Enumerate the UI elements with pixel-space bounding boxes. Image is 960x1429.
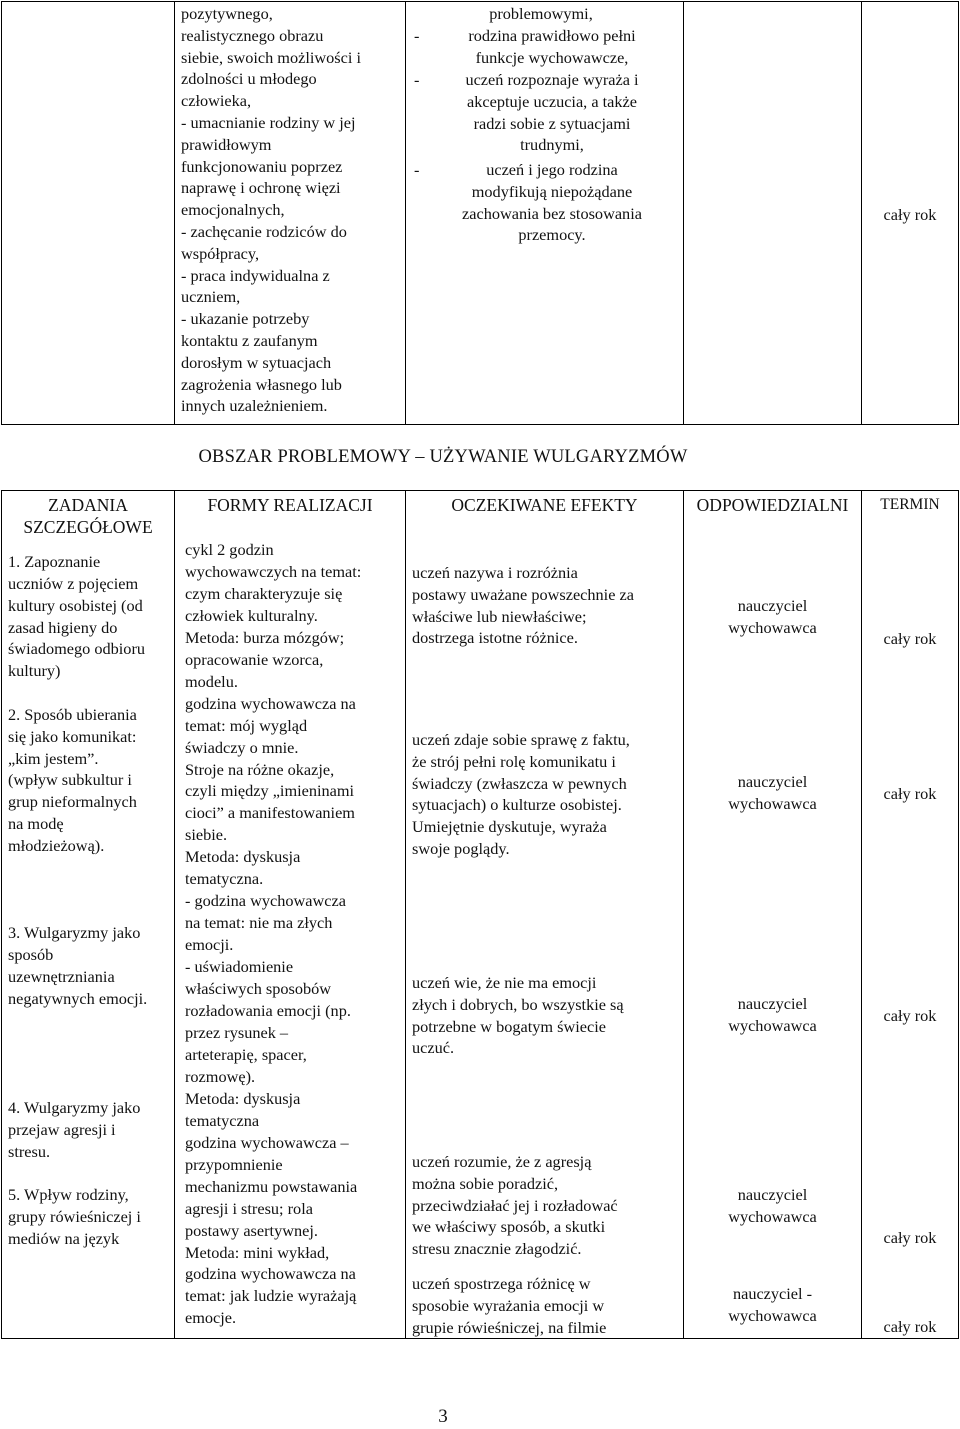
efekt-5: uczeń spostrzega różnicę w sposobie wyrażania emocji w grupie rówieśniczej, na filmie xyxy=(412,1274,607,1337)
odpowiedzialny-2: nauczyciel wychowawca xyxy=(728,772,817,813)
header-odpowiedzialni: ODPOWIEDZIALNI xyxy=(696,495,849,515)
header-termin: TERMIN xyxy=(880,496,940,513)
odpowiedzialny-4: nauczyciel wychowawca xyxy=(728,1185,817,1226)
termin-3: cały rok xyxy=(883,1006,937,1025)
list-dash: - xyxy=(414,160,420,179)
termin-2: cały rok xyxy=(883,784,937,803)
list-item: rodzina prawidłowo pełni funkcje wychowawcze, xyxy=(468,26,636,67)
top-col2-text: pozytywnego, realistycznego obrazu siebie, swoich możliwości i zdolności u młodego człowieka, - umacnianie rodziny w jej prawidłowym funkcjonowaniu poprzez naprawę i ochronę więzi emocjonalnych, - zachęcanie rodziców do współpracy, - praca indywidualna z uczniem, - ukazanie potrzeby kontaktu z zaufanym dorosłym w sytuacjach zagrożenia własnego lub innych uzależnieniem. xyxy=(181,4,361,416)
page-number: 3 xyxy=(438,1406,448,1427)
zadania-column: 1. Zapoznanie uczniów z pojęciem kultury osobistej (od zasad higieny do świadomego odbioru kultury) 2. Sposób ubierania się jako komunikat: „kim jestem”. (wpływ subkultur i grup nieformalnych na modę młodzieżową). 3. Wulgaryzmy jako sposób uzewnętrzniania negatywnych emocji. 4. Wulgaryzmy jako przejaw agresji i stresu. 5. Wpływ rodziny, grupy rówieśniczej i mediów na język xyxy=(8,552,148,1249)
header-zadania: ZADANIA SZCZEGÓŁOWE xyxy=(23,495,153,537)
termin-4: cały rok xyxy=(883,1228,937,1247)
header-efekty: OCZEKIWANE EFEKTY xyxy=(451,495,638,515)
odpowiedzialny-5: nauczyciel - wychowawca xyxy=(728,1284,817,1325)
list-dash: - xyxy=(414,26,420,45)
list-dash: - xyxy=(414,70,420,89)
termin-5: cały rok xyxy=(883,1317,937,1336)
efekt-4: uczeń rozumie, że z agresją można sobie poradzić, przeciwdziałać jej i rozładować we właściwy sposób, a skutki stresu znacznie złagodzić. xyxy=(412,1152,618,1259)
formy-column: cykl 2 godzin wychowawczych na temat: czym charakteryzuje się człowiek kulturalny. Metoda: burza mózgów; opracowanie wzorca, modelu. godzina wychowawcza na temat: mój wygląd świadczy o mnie. Stroje na różne okazje, czyli między „imieninami cioci” a manifestowaniem siebie. Metoda: dyskusja tematyczna. - godzina wychowawcza na temat: nie ma złych emocji. - uświadomienie właściwych sposobów rozładowania emocji (np. przez rysunek – arteterapię, spacer, rozmowę). Metoda: dyskusja tematyczna godzina wychowawcza – przypomnienie mechanizmu powstawania agresji i stresu; rola postawy asertywnej. Metoda: mini wykład, godzina wychowawcza na temat: jak ludzie wyrażają emocje. xyxy=(185,540,362,1328)
list-item: uczeń i jego rodzina modyfikują niepożądane zachowania bez stosowania przemocy. xyxy=(462,160,642,245)
odpowiedzialny-1: nauczyciel wychowawca xyxy=(728,596,817,637)
header-formy: FORMY REALIZACJI xyxy=(207,495,373,515)
odpowiedzialny-3: nauczyciel wychowawca xyxy=(728,994,817,1035)
top-col3-first-line: problemowymi, xyxy=(489,4,593,23)
efekt-1: uczeń nazywa i rozróżnia postawy uważane powszechnie za właściwe lub niewłaściwe; dostrzega istotne różnice. xyxy=(412,563,634,648)
list-item: uczeń rozpoznaje wyraża i akceptuje uczucia, a także radzi sobie z sytuacjami trudnymi, xyxy=(465,70,639,155)
section-title: OBSZAR PROBLEMOWY – UŻYWANIE WULGARYZMÓW xyxy=(198,447,688,467)
efekt-3: uczeń wie, że nie ma emocji złych i dobrych, bo wszystkie są potrzebne w bogatym świecie uczuć. xyxy=(412,973,624,1058)
efekt-2: uczeń zdaje sobie sprawę z faktu, że strój pełni rolę komunikatu i świadczy (zwłaszcza w pewnych sytuacjach) o kulturze osobistej. Umiejętnie dyskutuje, wyraża swoje poglądy. xyxy=(412,730,630,858)
termin-1: cały rok xyxy=(883,629,937,648)
top-termin: cały rok xyxy=(883,205,937,224)
